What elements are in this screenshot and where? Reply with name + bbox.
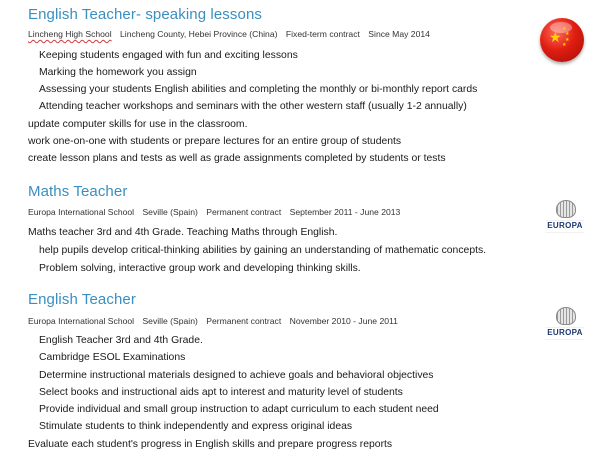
europa-school-logo — [545, 307, 585, 343]
job-contract: Permanent contract — [206, 207, 282, 217]
job-duty: Problem solving, interactive group work and developing thinking skills. — [39, 263, 361, 274]
job-dates: Since May 2014 — [368, 29, 430, 39]
job-location: Seville (Spain) — [142, 207, 198, 217]
job-school: Europa International School — [28, 316, 135, 326]
flag-small-star-icon: ★ — [565, 37, 570, 43]
europa-school-logo — [545, 200, 585, 236]
job-duty: Cambridge ESOL Examinations — [39, 352, 186, 363]
job-duty: Evaluate each student's progress in English skills and prepare progress reports — [28, 439, 393, 450]
job-meta — [28, 316, 404, 326]
job-contract: Permanent contract — [206, 316, 282, 326]
job-school: Lincheng High School — [28, 29, 112, 39]
job-title: Maths Teacher — [28, 183, 128, 200]
europa-logo-text: EUROPA — [547, 221, 583, 230]
europa-logo-caption: ······································· — [545, 325, 585, 329]
job-duty: Assessing your students English abilities and completing the monthly or bi-monthly report cards — [39, 84, 478, 95]
job-school: Europa International School — [28, 207, 135, 217]
europa-logo-caption: ······································· — [545, 230, 585, 234]
europa-crest-icon — [556, 200, 576, 218]
job-title: English Teacher- speaking lessons — [28, 6, 262, 23]
job-contract: Fixed-term contract — [285, 29, 360, 39]
flag-small-star-icon: ★ — [562, 26, 567, 32]
europa-crest-icon — [556, 307, 576, 325]
job-duty: Determine instructional materials designed to achieve goals and behavioral objectives — [39, 370, 434, 381]
job-duty: work one-on-one with students or prepare lectures for an entire group of students — [28, 136, 402, 147]
job-duty: Stimulate students to think independently and express original ideas — [39, 421, 353, 432]
job-duty: Attending teacher workshops and seminars with the other western staff (usually 1-2 annually) — [39, 101, 467, 112]
flag-small-star-icon: ★ — [565, 31, 570, 37]
flag-small-star-icon: ★ — [562, 42, 567, 48]
job-duty: Maths teacher 3rd and 4th Grade. Teaching Maths through English. — [28, 227, 338, 238]
europa-logo-caption: ······································· — [545, 218, 585, 222]
job-duty: English Teacher 3rd and 4th Grade. — [39, 335, 203, 346]
job-duty: create lesson plans and tests as well as grade assignments completed by students or tests — [28, 153, 446, 164]
job-duty: Marking the homework you assign — [39, 67, 197, 78]
job-duty: update computer skills for use in the classroom. — [28, 119, 248, 130]
flag-big-star-icon: ★ — [549, 29, 562, 45]
job-location: Seville (Spain) — [142, 316, 198, 326]
job-duty: Provide individual and small group instruction to adapt curriculum to each student need — [39, 404, 439, 415]
job-meta — [28, 207, 406, 217]
job-title: English Teacher — [28, 291, 136, 308]
job-duty: help pupils develop critical-thinking abilities by gaining an understanding of mathematic concepts. — [39, 245, 487, 256]
europa-logo-text: EUROPA — [547, 328, 583, 337]
job-dates: November 2010 - June 2011 — [289, 316, 398, 326]
europa-logo-caption: ······································· — [545, 337, 585, 341]
job-location: Lincheng County, Hebei Province (China) — [120, 29, 278, 39]
china-flag-icon — [540, 18, 584, 62]
job-meta — [28, 29, 436, 39]
job-dates: September 2011 - June 2013 — [289, 207, 401, 217]
job-duty: Select books and instructional aids apt to interest and maturity level of students — [39, 387, 403, 398]
job-duty: Keeping students engaged with fun and exciting lessons — [39, 50, 298, 61]
